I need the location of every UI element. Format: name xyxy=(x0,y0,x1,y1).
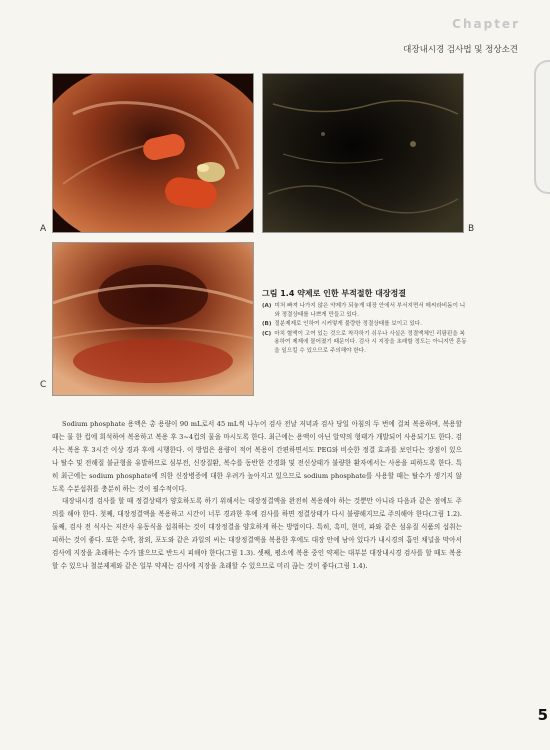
caption-item xyxy=(262,320,467,329)
caption-marker: (B) xyxy=(262,321,272,328)
endoscopy-photo-b xyxy=(262,73,464,233)
photo-label-c: C xyxy=(40,380,47,390)
page-number: 5 xyxy=(537,706,548,724)
caption-item xyxy=(262,302,467,319)
caption-marker: (A) xyxy=(262,303,272,309)
chapter-side-tab xyxy=(534,60,550,194)
body-text xyxy=(52,418,462,573)
photo-label-a: A xyxy=(40,224,47,234)
body-paragraph: 대장내시경 검사를 할 때 정결상태가 양호하도록 하기 위해서는 대장정결액을 완전히 복용해야 하는 것뿐만 아니라 다음과 같은 점에도 주의를 해야 한다. 첫째, 대장정결액을 복용하고 시간이 너무 경과한 후에 검사를 하면 정결상태가 다시 불량해지므로 주의해야 한다(그림 1.2). 둘째, 검사 전 식사는 저잔사 유동식을 섭취하는 것이 대장정결을 양호하게 하는 방법이다. 특히, 흑미, 현미, 파와 같은 섬유질 식품의 섭취는 피하는 것이 좋다. 또한 수박, 참외, 포도와 같은 과일의 씨는 대장정결액을 복용한 후에도 대장 안에 남아 있다가 내시경의 흡인 채널을 막아서 검사에 지장을 초래하는 수가 많으므로 반드시 피해야 한다(그림 1.3). 셋째, 평소에 복용 중인 약제는 대부분 대장내시경 검사를 할 때도 복용할 수 있으나 철분제제와 같은 일부 약제는 검사에 지장을 초래할 수 있으므로 미리 끊는 것이 좋다(그림 1.4). xyxy=(52,497,462,570)
photo-label-b: B xyxy=(468,224,475,234)
caption-marker: (C) xyxy=(262,330,272,337)
caption-text: 미처 빠져 나가지 않은 약제가 되놓게 대장 안에서 부서지면서 메씨라비돔이 니와 정결상태를 나쁘게 만들고 있다. xyxy=(274,303,466,318)
caption-text: 마치 혈액이 고여 있는 것으로 착각하기 쉬우나 사실은 정결액체인 리팜핀을 복용하여 제제에 물어졌기 때문이다. 검사 시 지장을 초래할 정도는 아니지만 혼동을 일으킬 수 있으므로 주의해야 한다. xyxy=(274,330,467,354)
endoscopy-photo-a xyxy=(52,73,254,233)
figure-caption-title: 그림 1.4 약제로 인한 부적절한 대장정결 xyxy=(262,289,407,298)
body-paragraph: Sodium phosphate 용액은 총 용량이 90 mL로서 45 mL씩 나누어 검사 전날 저녁과 검사 당일 아침의 두 번에 걸쳐 복용하며, 복용할 때는 물 한 컵에 희석하여 복용하고 복용 후 3~4컵의 물을 마시도록 한다. 최근에는 용액이 아닌 알약의 형태가 개발되어 사용되기도 한다. 검사는 복용 후 3시간 이상 경과 후에 시행한다. 이 방법은 용량이 적어 복용이 간편하면서도 PEG와 비슷한 정결 효과를 보인다는 장점이 있으나 탈수 및 전해질 불균형을 유발하므로 심부전, 신장질환, 복수를 동반한 간경화 및 전신상태가 불량한 환자에서는 사용을 피하도록 한다. 특히 최근에는 sodium phosphate에 의한 신장병증에 대한 우려가 높아지고 있으므로 sodium phosphate를 사용할 때는 탈수가 생기지 않도록 수분섭취를 충분히 하는 것이 필수적이다. xyxy=(52,420,462,493)
caption-item xyxy=(262,330,467,356)
figure-caption-list xyxy=(262,302,467,357)
endoscopy-photo-c xyxy=(52,242,254,396)
caption-text: 절분제제로 인하여 시커멓게 불량한 정결상태를 보이고 있다. xyxy=(274,321,422,328)
chapter-header: Chapter xyxy=(452,17,520,31)
running-section-title: 대장내시경 검사법 및 정상소견 xyxy=(403,45,518,55)
